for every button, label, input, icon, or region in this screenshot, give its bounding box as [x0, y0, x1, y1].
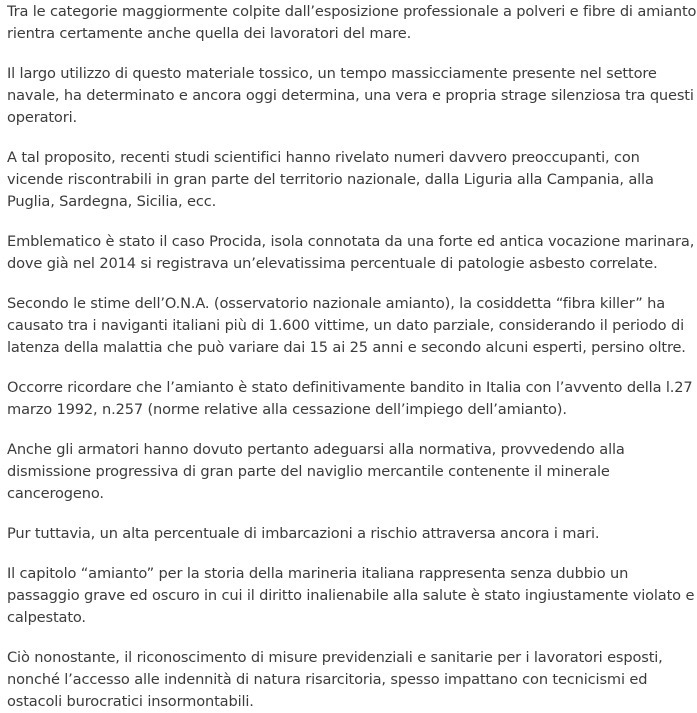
paragraph-2: Il largo utilizzo di questo materiale tossico, un tempo massicciamente presente nel settore navale, ha determinato e ancora oggi determina, una vera e propria strage silenziosa tra questi operatori.	[7, 65, 694, 126]
paragraph-1: Tra le categorie maggiormente colpite dall’esposizione professionale a polveri e fibre di amianto rientra certamente anche quella dei lavoratori del mare.	[7, 3, 697, 42]
paragraph-4: Emblematico è stato il caso Procida, isola connotata da una forte ed antica vocazione marinara, dove già nel 2014 si registrava un’elevatissima percentuale di patologie asbesto correlate.	[7, 233, 695, 272]
paragraph-3: A tal proposito, recenti studi scientifici hanno rivelato numeri davvero preoccupanti, con vicende riscontrabili in gran parte del territorio nazionale, dalla Liguria alla Campania, alla Puglia, Sardegna, Sicilia, ecc.	[7, 149, 654, 210]
paragraph-6: Occorre ricordare che l’amianto è stato definitivamente bandito in Italia con l’avvento della l.27 marzo 1992, n.257 (norme relative alla cessazione dell’impiego dell’amianto).	[7, 379, 693, 418]
paragraph-5: Secondo le stime dell’O.N.A. (osservatorio nazionale amianto), la cosiddetta “fibra killer” ha causato tra i naviganti italiani più di 1.600 vittime, un dato parziale, considerando il periodo di latenza della malattia che può variare dai 15 ai 25 anni e secondo alcuni esperti, persino oltre.	[7, 295, 686, 356]
paragraph-7: Anche gli armatori hanno dovuto pertanto adeguarsi alla normativa, provvedendo alla dismissione progressiva di gran parte del naviglio mercantile contenente il minerale cancerogeno.	[7, 441, 625, 502]
paragraph-10: Ciò nonostante, il riconoscimento di misure previdenziali e sanitarie per i lavoratori esposti, nonché l’accesso alle indennità di natura risarcitoria, spesso impattano con tecnicismi ed ostacoli burocratici insormontabili.	[7, 649, 663, 710]
paragraph-9: Il capitolo “amianto” per la storia della marineria italiana rappresenta senza dubbio un passaggio grave ed oscuro in cui il diritto inalienabile alla salute è stato ingiustamente violato e calpestato.	[7, 565, 695, 626]
paragraph-8: Pur tuttavia, un alta percentuale di imbarcazioni a rischio attraversa ancora i mari.	[7, 525, 600, 542]
